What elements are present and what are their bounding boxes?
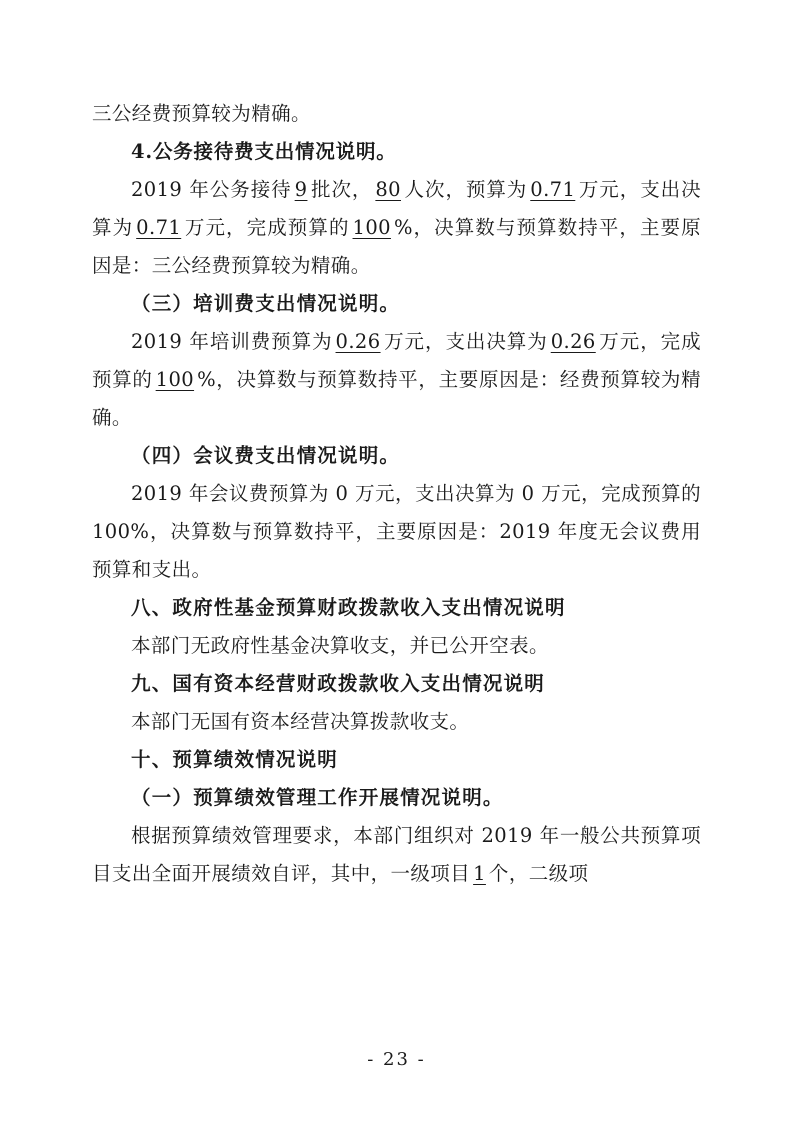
text-segment: %，决算数与预算数持平，主要原因是：经费预算较为精确。 (92, 368, 702, 429)
value-level-one-projects: 1 (473, 862, 486, 885)
value-persons: 80 (375, 178, 401, 201)
paragraph-government-fund (92, 627, 701, 665)
text-segment: 本部门无政府性基金决算收支，并已公开空表。 (131, 634, 549, 657)
section-heading-government-fund: 八、政府性基金预算财政拨款收入支出情况说明 (131, 596, 566, 619)
text-segment: 个，二级项 (488, 862, 589, 885)
document-body (92, 95, 701, 893)
value-training-budget: 0.26 (335, 330, 381, 353)
text-segment: 根据预算绩效管理要求，本部门组织对 2019 年一般公共预算项目支出全面开展绩效自评，其中，一级项目 (92, 824, 701, 885)
paragraph-training-detail (92, 323, 701, 437)
text-segment: 2019 年培训费预算为 (131, 330, 333, 353)
text-segment: 万元，支出决算为 (92, 178, 702, 239)
paragraph-continued: 三公经费预算较为精确。 (92, 102, 311, 125)
text-segment: 人次，预算为 (404, 178, 528, 201)
value-training-final: 0.26 (550, 330, 596, 353)
section-heading-budget-performance: 十、预算绩效情况说明 (131, 748, 339, 771)
text-segment: 本部门无国有资本经营决算拨款收支。 (131, 710, 470, 733)
paragraph-public-reception-detail (92, 171, 701, 285)
text-segment: 2019 年公务接待 (131, 178, 292, 201)
text-segment: 万元，完成预算的 (184, 216, 350, 239)
value-training-rate: 100 (155, 368, 195, 391)
paragraph-performance-detail (92, 817, 701, 893)
heading-performance-management: （一）预算绩效管理工作开展情况说明。 (131, 786, 504, 809)
text-segment: 万元，完成预算的 (92, 330, 701, 391)
heading-meeting-expense: （四）会议费支出情况说明。 (131, 444, 401, 467)
page-number: - 23 - (367, 1049, 426, 1070)
paragraph-meeting-detail (92, 475, 701, 589)
heading-training-expense: （三）培训费支出情况说明。 (131, 292, 401, 315)
text-segment: 万元，支出决算为 (383, 330, 548, 353)
value-budget: 0.71 (530, 178, 576, 201)
heading-public-reception-expense: 4.公务接待费支出情况说明。 (131, 140, 397, 163)
value-completion-rate: 100 (352, 216, 391, 239)
text-segment: 批次， (310, 178, 373, 201)
text-segment: 2019 年会议费预算为 0 万元，支出决算为 0 万元，完成预算的 100%，决算数与预算数持平，主要原因是：2019 年度无会议费用预算和支出。 (92, 482, 701, 581)
paragraph-state-capital (92, 703, 701, 741)
section-heading-state-capital: 九、国有资本经营财政拨款收入支出情况说明 (131, 672, 546, 695)
value-final-account: 0.71 (136, 216, 182, 239)
value-batches: 9 (294, 178, 308, 201)
text-segment: %，决算数与预算数持平，主要原因是：三公经费预算较为精确。 (92, 216, 702, 277)
